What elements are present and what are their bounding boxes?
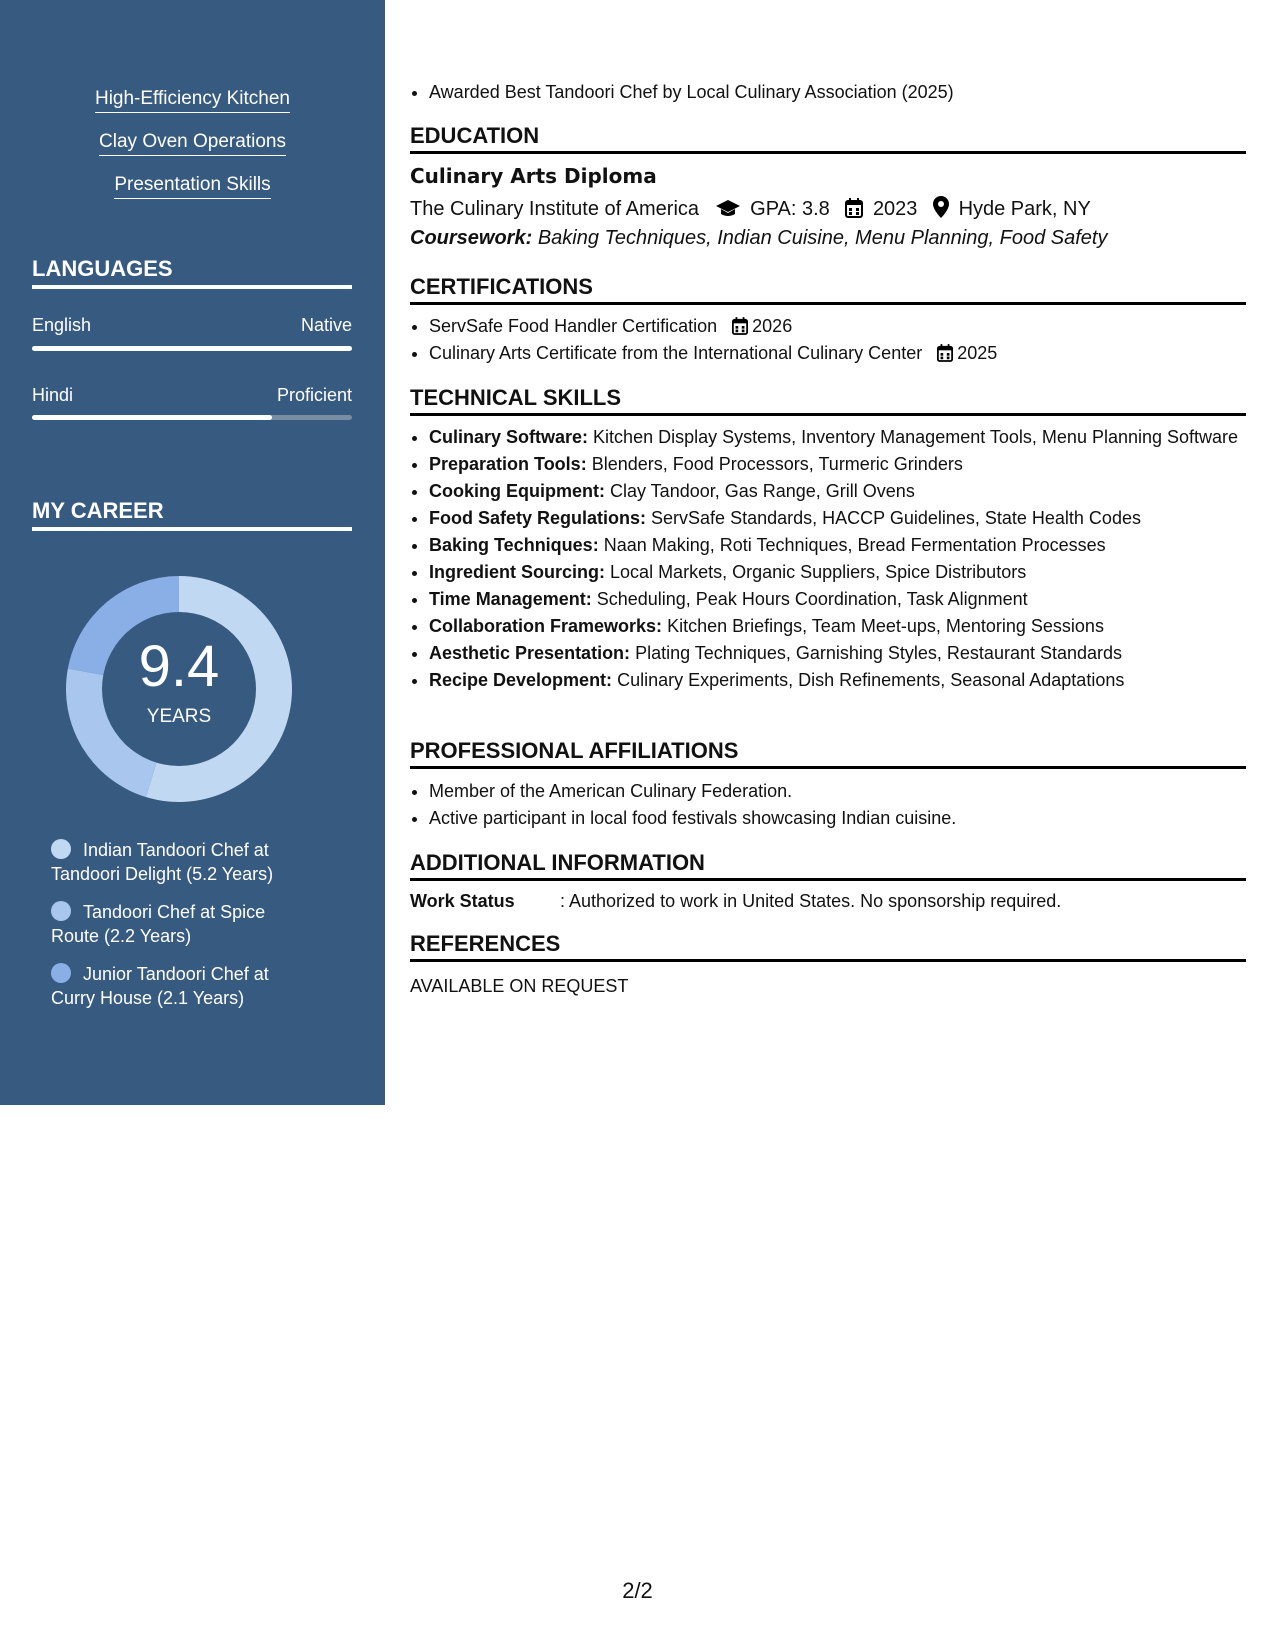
career-item xyxy=(51,962,311,1010)
affiliations-heading: PROFESSIONAL AFFILIATIONS xyxy=(410,738,1246,769)
affiliation-item: • Member of the American Culinary Federation. xyxy=(429,778,1246,805)
skill-item xyxy=(429,667,1246,694)
skill-label: Cooking Equipment: xyxy=(429,481,605,501)
education-heading: EDUCATION xyxy=(410,123,1246,154)
career-label: Junior Tandoori Chef at Curry House (2.1 Years) xyxy=(51,964,269,1008)
work-status-label: Work Status xyxy=(410,891,515,911)
additional-info-heading: ADDITIONAL INFORMATION xyxy=(410,850,1246,881)
coursework xyxy=(410,227,1107,250)
skill-links xyxy=(0,88,385,199)
affiliation-item: • Active participant in local food festivals showcasing Indian cuisine. xyxy=(429,805,1246,832)
certification-item xyxy=(429,313,1246,340)
certifications-heading: CERTIFICATIONS xyxy=(410,274,1246,305)
references-text: AVAILABLE ON REQUEST xyxy=(410,976,629,996)
skill-item xyxy=(429,640,1246,667)
page-number: 2/2 xyxy=(622,1578,653,1603)
skill-text: Naan Making, Roti Techniques, Bread Fermentation Processes xyxy=(603,535,1106,555)
work-status-row xyxy=(410,891,1061,912)
skill-label: Preparation Tools: xyxy=(429,454,587,474)
skill-label: Culinary Software: xyxy=(429,427,589,447)
language-bar-fill xyxy=(32,346,352,351)
certification-name: ServSafe Food Handler Certification xyxy=(429,316,718,336)
certification-name: Culinary Arts Certificate from the International Culinary Center xyxy=(429,343,923,363)
skill-text: ServSafe Standards, HACCP Guidelines, State Health Codes xyxy=(651,508,1141,528)
affiliations-list xyxy=(410,778,1246,832)
skill-item xyxy=(429,451,1246,478)
career-total: 9.4 xyxy=(138,634,220,699)
education-details xyxy=(410,196,1091,221)
career-item xyxy=(51,900,311,948)
career-item xyxy=(51,838,311,886)
skill-item xyxy=(429,424,1246,451)
certifications-list xyxy=(410,313,1246,367)
language-level: Native xyxy=(300,315,352,335)
graduation-cap-icon xyxy=(715,198,741,218)
career-heading: MY CAREER xyxy=(32,498,352,531)
skill-link[interactable]: High-Efficiency Kitchen xyxy=(95,88,290,113)
sidebar xyxy=(0,0,385,1105)
calendar-icon xyxy=(845,198,863,218)
skill-label: Aesthetic Presentation: xyxy=(429,643,631,663)
language-bar-fill xyxy=(32,415,272,420)
language-bar xyxy=(32,346,352,351)
skill-label: Baking Techniques: xyxy=(429,535,599,555)
skill-label: Time Management: xyxy=(429,589,592,609)
technical-skills-heading: TECHNICAL SKILLS xyxy=(410,385,1246,416)
skill-label: Food Safety Regulations: xyxy=(429,508,647,528)
coursework-label: Coursework: xyxy=(410,227,533,249)
skill-text: Plating Techniques, Garnishing Styles, Restaurant Standards xyxy=(635,643,1123,663)
skill-text: Blenders, Food Processors, Turmeric Grinders xyxy=(591,454,963,474)
language-name: Hindi xyxy=(32,385,74,405)
career-label: Indian Tandoori Chef at Tandoori Delight (5.2 Years) xyxy=(51,840,274,884)
calendar-icon xyxy=(732,317,748,335)
skill-item xyxy=(429,478,1246,505)
certification-item xyxy=(429,340,1246,367)
skill-text: Kitchen Briefings, Team Meet-ups, Mentoring Sessions xyxy=(667,616,1104,636)
language-bar xyxy=(32,415,352,420)
degree-title: Culinary Arts Diploma xyxy=(410,164,657,188)
skill-text: Kitchen Display Systems, Inventory Management Tools, Menu Planning Software xyxy=(593,427,1239,447)
work-status-value: : Authorized to work in United States. No sponsorship required. xyxy=(560,891,1062,911)
list-item: • Awarded Best Tandoori Chef by Local Culinary Association (2025) xyxy=(429,79,1246,106)
legend-dot xyxy=(51,839,71,859)
languages-heading: LANGUAGES xyxy=(32,256,352,289)
legend-dot xyxy=(51,901,71,921)
skill-item xyxy=(429,613,1246,640)
skill-label: Ingredient Sourcing: xyxy=(429,562,606,582)
skill-item xyxy=(429,505,1246,532)
skill-item xyxy=(429,586,1246,613)
certification-year: 2025 xyxy=(957,343,998,363)
calendar-icon xyxy=(937,344,953,362)
career-donut-chart xyxy=(66,576,292,802)
gpa: GPA: 3.8 xyxy=(750,198,830,220)
graduation-year: 2023 xyxy=(872,198,918,220)
language-level: Proficient xyxy=(276,385,352,405)
certification-year: 2026 xyxy=(752,316,793,336)
career-label: Tandoori Chef at Spice Route (2.2 Years) xyxy=(51,902,266,946)
language-row xyxy=(32,385,352,406)
technical-skills-list xyxy=(410,424,1246,694)
skill-text: Clay Tandoor, Gas Range, Grill Ovens xyxy=(610,481,915,501)
skill-item xyxy=(429,532,1246,559)
skill-link[interactable]: Presentation Skills xyxy=(114,174,270,199)
school-location: Hyde Park, NY xyxy=(958,198,1091,220)
skill-item xyxy=(429,559,1246,586)
coursework-text: Baking Techniques, Indian Cuisine, Menu Planning, Food Safety xyxy=(537,227,1108,249)
language-name: English xyxy=(32,315,92,335)
career-unit: YEARS xyxy=(146,706,212,727)
skill-text: Culinary Experiments, Dish Refinements, Seasonal Adaptations xyxy=(617,670,1125,690)
language-row xyxy=(32,315,352,336)
school-name: The Culinary Institute of America xyxy=(410,198,700,220)
skill-label: Collaboration Frameworks: xyxy=(429,616,663,636)
skill-label: Recipe Development: xyxy=(429,670,613,690)
awards-list xyxy=(410,79,1246,106)
skill-text: Local Markets, Organic Suppliers, Spice Distributors xyxy=(610,562,1027,582)
references-heading: REFERENCES xyxy=(410,931,1246,962)
skill-text: Scheduling, Peak Hours Coordination, Task Alignment xyxy=(596,589,1028,609)
legend-dot xyxy=(51,963,71,983)
location-pin-icon xyxy=(933,196,949,218)
skill-link[interactable]: Clay Oven Operations xyxy=(99,131,286,156)
